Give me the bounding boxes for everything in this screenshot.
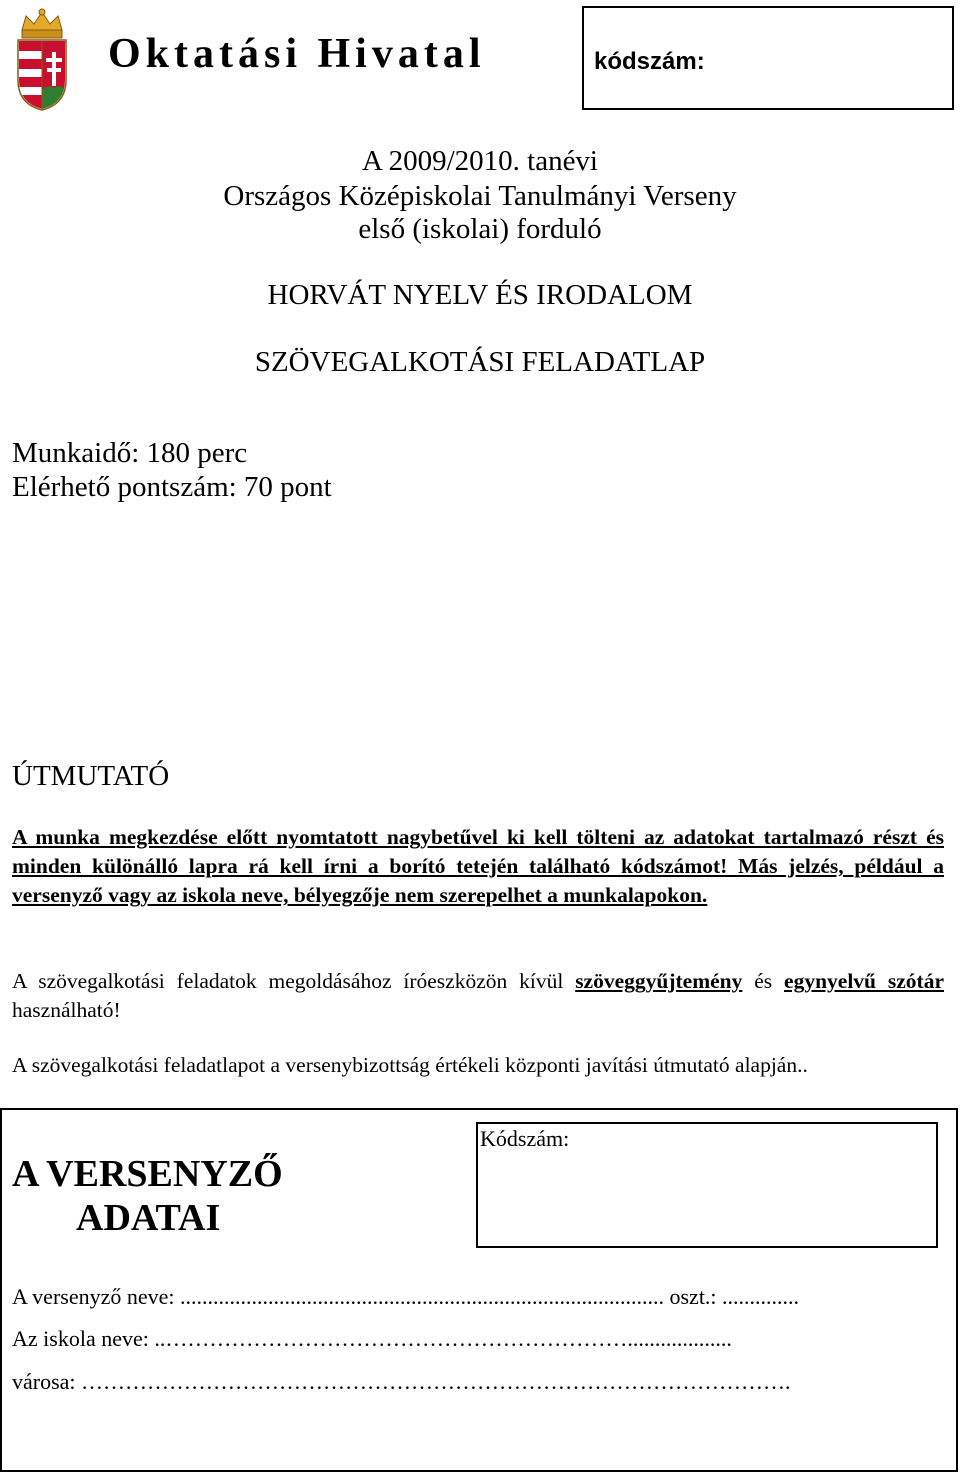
form-title-line-1: A VERSENYZŐ — [12, 1153, 283, 1195]
guide-paragraph-2 — [12, 967, 944, 1025]
guide-paragraph-2-end: használható! — [12, 998, 121, 1022]
contestant-name-field[interactable]: A versenyző neve: ........................................................................................ oszt.: .............. — [12, 1284, 800, 1309]
guide-paragraph-3: A szövegalkotási feladatlapot a versenybizottság értékeli központi javítási útmutató alapján.. — [12, 1053, 808, 1077]
max-points: Elérhető pontszám: 70 pont — [12, 471, 332, 503]
guide-paragraph-2-mid: és — [742, 969, 785, 993]
dictionary-term: egynyelvű szótár — [784, 969, 944, 993]
guide-paragraph-2-start: A szövegalkotási feladatok megoldásához íróeszközön kívül — [12, 969, 576, 993]
round-line: első (iskolai) forduló — [358, 213, 602, 245]
competition-name: Országos Középiskolai Tanulmányi Verseny — [223, 180, 737, 212]
guide-heading: ÚTMUTATÓ — [12, 760, 170, 792]
sheet-title: SZÖVEGALKOTÁSI FELADATLAP — [254, 346, 706, 378]
city-field[interactable]: városa: ……………………………………………………………………………………. — [12, 1369, 791, 1394]
anthology-term: szöveggyűjtemény — [575, 969, 743, 993]
organization-title: Oktatási Hivatal — [108, 31, 486, 77]
subject-title: HORVÁT NYELV ÉS IRODALOM — [267, 279, 693, 311]
code-label: kódszám: — [594, 48, 705, 75]
guide-paragraph-1: A munka megkezdése előtt nyomtatott nagybetűvel ki kell tölteni az adatokat tartalmazó részt és minden különálló lapra rá kell írni a borító tetején található kódszámot! Más jelzés, például a versenyző vagy az iskola neve, bélyegzője nem szerepelhet a munkalapokon. — [12, 825, 944, 907]
form-code-label: Kódszám: — [480, 1126, 570, 1151]
form-title-line-2: ADATAI — [76, 1197, 221, 1239]
work-time: Munkaidő: 180 perc — [12, 437, 248, 469]
form-code-box[interactable] — [476, 1122, 938, 1248]
code-box[interactable] — [582, 6, 954, 110]
coat-of-arms-icon — [14, 8, 70, 112]
school-year-line: A 2009/2010. tanévi — [361, 145, 598, 177]
school-name-field[interactable]: Az iskola neve: ..………………………………………………………................... — [12, 1326, 732, 1351]
